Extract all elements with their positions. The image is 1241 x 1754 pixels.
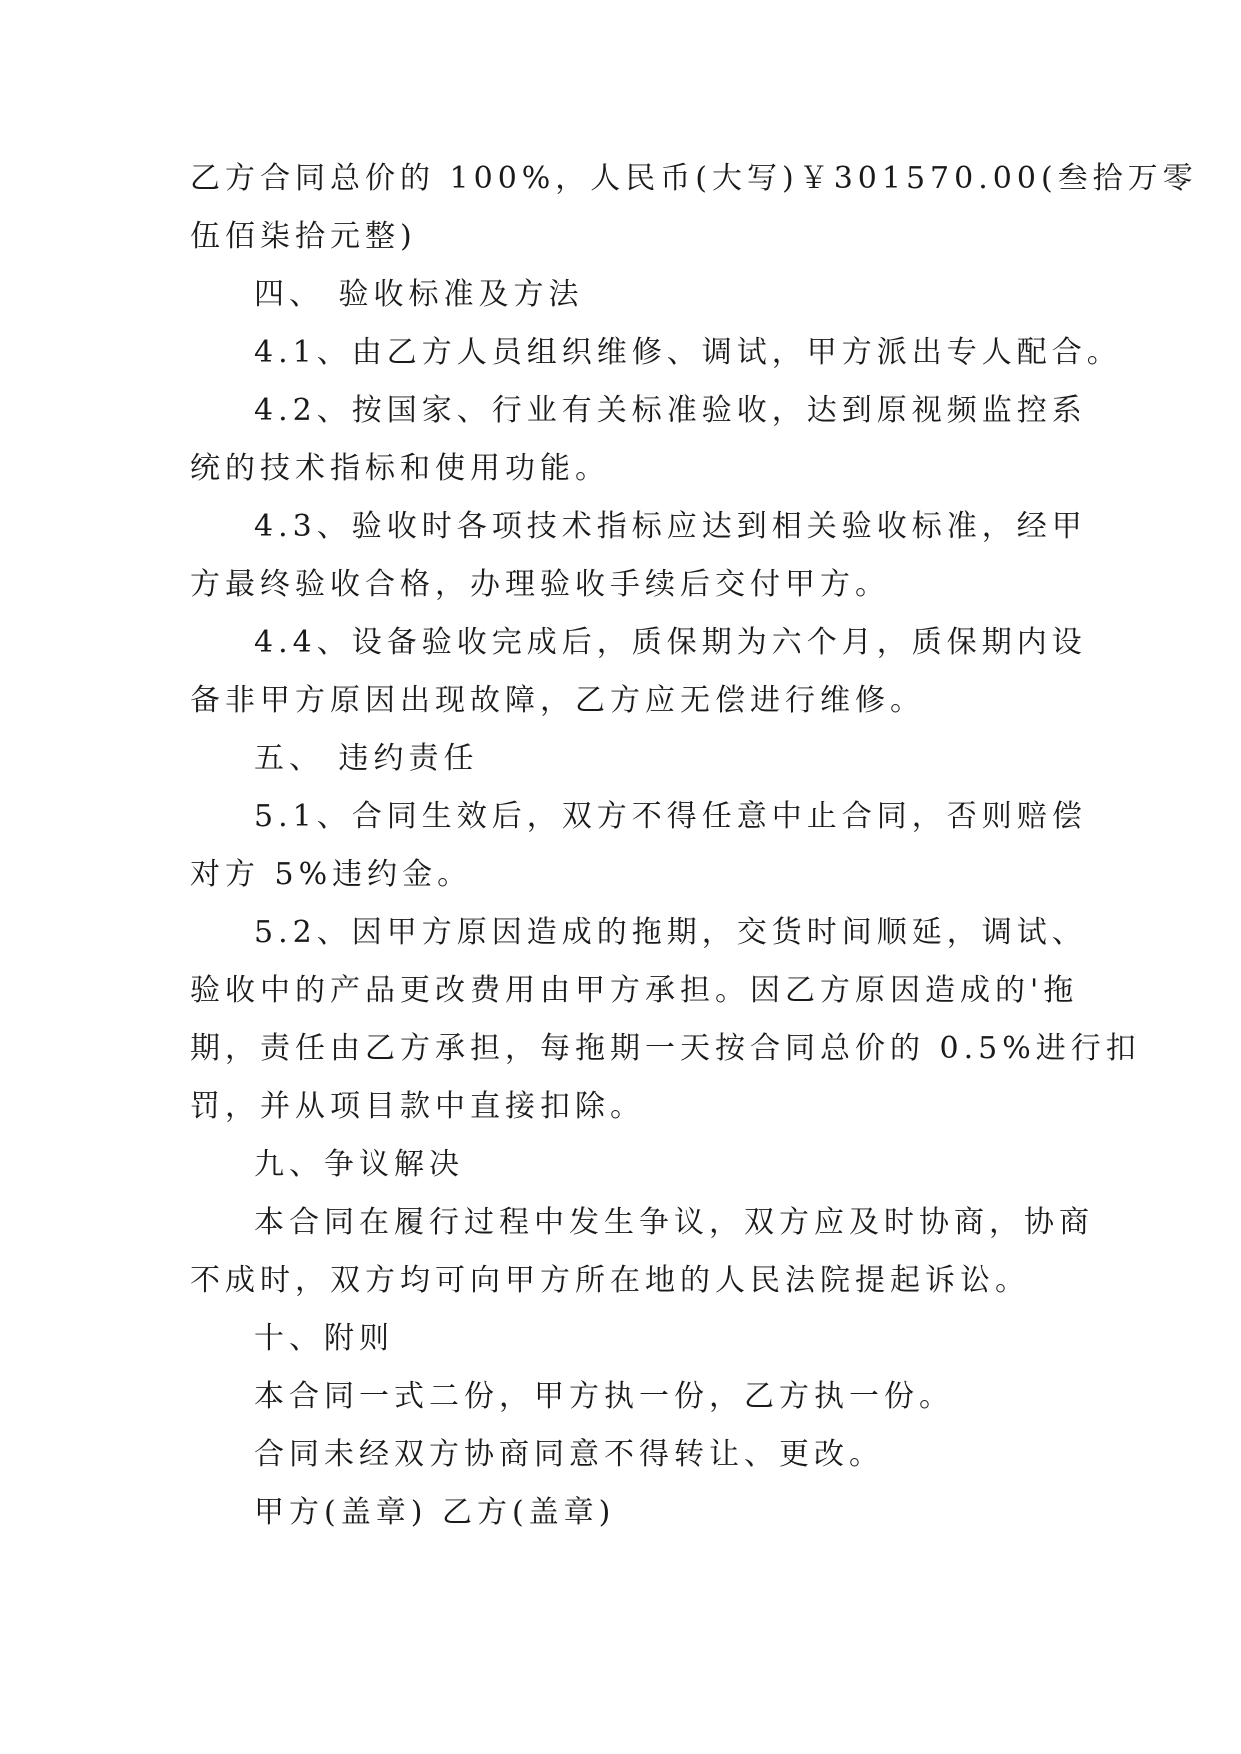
clause-5-2: 5.2、因甲方原因造成的拖期，交货时间顺延，调试、 — [254, 915, 1087, 950]
clause-4-1: 4.1、由乙方人员组织维修、调试，甲方派出专人配合。 — [254, 335, 1122, 370]
clause-4-4: 4.4、设备验收完成后，质保期为六个月，质保期内设 — [254, 625, 1087, 660]
section-heading-acceptance: 四、 验收标准及方法 — [254, 277, 584, 312]
payment-amount-continued: 伍佰柒拾元整) — [190, 219, 417, 254]
transfer-clause: 合同未经双方协商同意不得转让、更改。 — [254, 1437, 884, 1472]
signature-line: 甲方(盖章) 乙方(盖章) — [254, 1495, 616, 1530]
section-heading-appendix: 十、附则 — [254, 1321, 394, 1356]
section-heading-dispute: 九、争议解决 — [254, 1147, 464, 1182]
copies-clause: 本合同一式二份，甲方执一份，乙方执一份。 — [254, 1379, 954, 1414]
clause-4-2-continued: 统的技术指标和使用功能。 — [190, 451, 610, 486]
clause-5-1: 5.1、合同生效后，双方不得任意中止合同，否则赔偿 — [254, 799, 1087, 834]
dispute-clause: 本合同在履行过程中发生争议，双方应及时协商，协商 — [254, 1205, 1094, 1240]
clause-5-2-continued-2: 期，责任由乙方承担，每拖期一天按合同总价的 0.5%进行扣 — [190, 1031, 1141, 1066]
clause-5-2-continued-1: 验收中的产品更改费用由甲方承担。因乙方原因造成的'拖 — [190, 973, 1079, 1008]
clause-5-1-continued: 对方 5%违约金。 — [190, 857, 473, 892]
clause-4-3-continued: 方最终验收合格，办理验收手续后交付甲方。 — [190, 567, 890, 602]
clause-4-4-continued: 备非甲方原因出现故障，乙方应无偿进行维修。 — [190, 683, 925, 718]
clause-4-2: 4.2、按国家、行业有关标准验收，达到原视频监控系 — [254, 393, 1087, 428]
section-heading-liability: 五、 违约责任 — [254, 741, 479, 776]
contract-body — [190, 150, 1198, 1542]
clause-5-2-continued-3: 罚，并从项目款中直接扣除。 — [190, 1089, 645, 1124]
clause-4-3: 4.3、验收时各项技术指标应达到相关验收标准，经甲 — [254, 509, 1087, 544]
dispute-clause-continued: 不成时，双方均可向甲方所在地的人民法院提起诉讼。 — [190, 1263, 1030, 1298]
payment-amount-line: 乙方合同总价的 100%，人民币(大写)￥301570.00(叁拾万零 — [190, 161, 1198, 196]
